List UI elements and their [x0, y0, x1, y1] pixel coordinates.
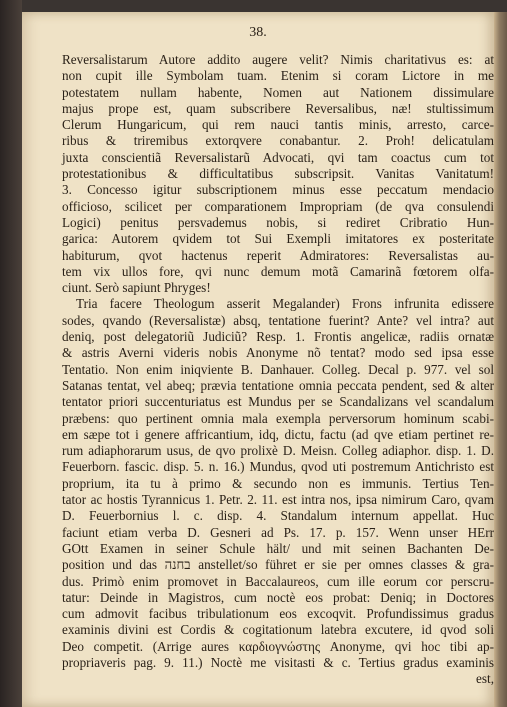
text-line: Deo competit. (Arrige aures καρδιογνώστης Anonyme, qvi hoc tibi ap-: [62, 638, 494, 654]
text-line: Satanas tentat, vel abeq; prævia tentatione omnia peccata pendent, sed & alter: [62, 377, 494, 393]
text-line: propriaveris pag. 9. 11.) Noctè me visitasti & c. Tertius gradus examinis: [62, 654, 494, 670]
text-line: 3. Concesso igitur subscriptionem minus esse peccatum mendacio: [62, 182, 494, 198]
text-line: juxta conscientiã Reversalistarũ Advocati, qvi tam coactus cum tot: [62, 149, 494, 165]
text-line: deniq, post delegatoriũ Judiciũ? Resp. 1. Frontis angelicæ, radiis ornatæ: [62, 329, 494, 345]
text-line: em sæpe tot i genere affricantium, idq, dictu, factu (ad qve etiam pertinet re-: [62, 426, 494, 442]
text-line: Tentatio. Non enim iniqviente B. Danhauer. Colleg. Decal p. 977. vel sol: [62, 361, 494, 377]
text-line: examinis divini est Cordis & cogitationum latebra excutere, id qvod soli: [62, 622, 494, 638]
text-line: majus prope est, quam subscribere Reversalibus, næ! stultissimum: [62, 100, 494, 116]
text-line: potestatem nullam habente, Nomen aut Nationem dissimulare: [62, 84, 494, 100]
text-line: Clerum Hungaricum, qui rem nauci tantis minis, arresto, carce-: [62, 117, 494, 133]
text-line: Tria facere Theologum asserit Megalander) Frons infrunita edissere: [76, 296, 494, 312]
text-line: sodes, qvando (Reversalistæ) absq, tentatione fuerint? Ante? vel intra? aut: [62, 312, 494, 328]
book-spine: [0, 0, 22, 707]
text-line: D. Feuerbornius l. c. disp. 4. Standalum internum appellat. Huc: [62, 508, 494, 524]
text-line: tem vix ullos fore, qvi nunc demum motã Camarinã fœtorem olfa-: [62, 263, 494, 279]
text-line: Feuerborn. fascic. disp. 5. n. 16.) Mundus, qvod uti postremum Antichristo est: [62, 459, 494, 475]
text-line: GOtt Examen in seiner Schule hält/ und mit seinen Bachanten De-: [62, 540, 494, 556]
text-line: tentator priori succenturiatus est Mundus per se Scandalizans vel scandalum: [62, 394, 494, 410]
text-line: præbens: quo pertinent omnia mala exempla perversorum hominum scabi-: [62, 410, 494, 426]
text-line: position und das בחנה anstellet/so führet er sie per omnes classes & gra-: [62, 557, 494, 573]
text-line: faciunt etiam verba D. Gesneri ad Ps. 17. p. 157. Wenn unser HErr: [62, 524, 494, 540]
text-line: dus. Primò enim promovet in Baccalaureos, cum ille eorum cor perscru-: [62, 573, 494, 589]
page-edge: [494, 12, 507, 707]
text-line: ribus & triremibus extorqvere conabantur. 2. Proh! delicatulam: [62, 133, 494, 149]
text-line: tator ac hostis Tyrannicus 1. Petr. 2. 11. est intra nos, ipsa nimirum Caro, qvam: [62, 492, 494, 508]
text-line: est,: [476, 671, 494, 687]
page-number: 38.: [249, 25, 267, 40]
text-line: garica: Autorem qvidem tot Sui Exempli imitatores ex posteritate: [62, 231, 494, 247]
text-line: protestationibus & difficultatibus subscripsit. Vanitas Vanitatum!: [62, 166, 494, 182]
text-line: Reversalistarum Autore addito augere velit? Nimis charitativus es: at: [62, 52, 494, 67]
book-page: [22, 12, 494, 707]
text-line: & astris Averni videris nobis Anonyme nõ tentat? modo sed ipsa esse: [62, 345, 494, 361]
text-line: Logici) penitus persvademus nobis, si rediret Cribratio Hun-: [62, 214, 494, 230]
text-line: rum adiaphorarum usus, de qvo prolixè D. Meisn. Colleg adiaphor. disp. 1. D.: [62, 443, 494, 459]
text-line: habiturum, qvot hactenus reperit Admiratores: Reversalistas au-: [62, 247, 494, 263]
body-text: [62, 52, 494, 688]
text-line: officioso, scilicet per comparationem Impropriam (de qva consulendi: [62, 198, 494, 214]
text-line: non cupit ille Symbolam tuam. Etenim si coram Lictore in me: [62, 68, 494, 84]
text-line: proprium, ita tu à primo & secundo non es immunis. Tertius Ten-: [62, 475, 494, 491]
text-line: cum admovit facibus tribulationum eos excoqvit. Profundissimus gradus: [62, 606, 494, 622]
text-line: ciunt. Serò sapiunt Phryges!: [62, 280, 211, 296]
text-line: tatur: Deinde in Magistros, cum noctè eos probat: Deniq; in Doctores: [62, 589, 494, 605]
